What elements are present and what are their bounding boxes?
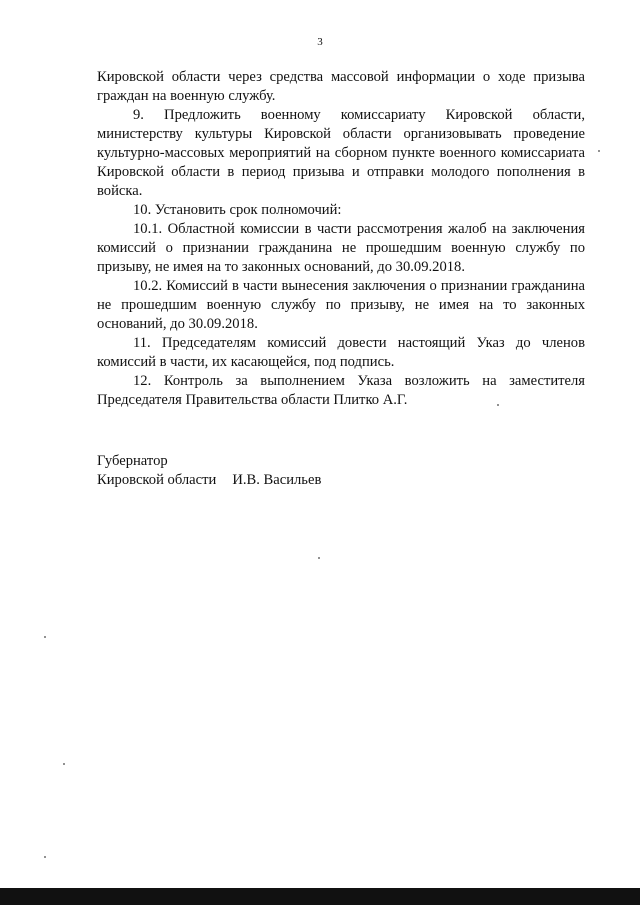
paragraph-item-11: 11. Председателям комиссий довести настоящий Указ до членов комиссий в части, их касающейся, под подпись.: [97, 335, 585, 370]
scan-edge-bar: [0, 888, 640, 905]
signer-region: Кировской области: [97, 472, 217, 488]
signature-block: [97, 452, 321, 490]
signer-position-line2: [97, 471, 321, 490]
scan-speck: [44, 636, 46, 638]
paragraph-item-10-1: 10.1. Областной комиссии в части рассмотрения жалоб на заключения комиссий о признании гражданина не прошедшим военную службу по призыву, не имея на то законных оснований, до 30.09.2018.: [97, 221, 585, 275]
signer-position-line1: Губернатор: [97, 453, 168, 469]
signer-name: И.В. Васильев: [232, 472, 322, 488]
document-body: [97, 68, 585, 410]
paragraph-item-12: 12. Контроль за выполнением Указа возложить на заместителя Председателя Правительства области Плитко А.Г.: [97, 373, 585, 408]
scan-speck: [44, 856, 46, 858]
scan-speck: [598, 150, 600, 152]
paragraph-item-10-2: 10.2. Комиссий в части вынесения заключения о признании гражданина не прошедшим военную службу по призыву, не имея на то законных оснований, до 30.09.2018.: [97, 278, 585, 332]
scan-speck: [63, 763, 65, 765]
paragraph-continuation: Кировской области через средства массовой информации о ходе призыва граждан на военную службу.: [97, 69, 585, 104]
page-number: 3: [317, 36, 323, 48]
scan-speck: [318, 557, 320, 559]
paragraph-item-9: 9. Предложить военному комиссариату Кировской области, министерству культуры Кировской области организовывать проведение культурно-массовых мероприятий на сборном пункте военного комиссариата Кировской области в период призыва и отправки молодого пополнения в войска.: [97, 107, 585, 199]
scan-speck: [497, 404, 499, 406]
paragraph-item-10: 10. Установить срок полномочий:: [133, 202, 342, 218]
